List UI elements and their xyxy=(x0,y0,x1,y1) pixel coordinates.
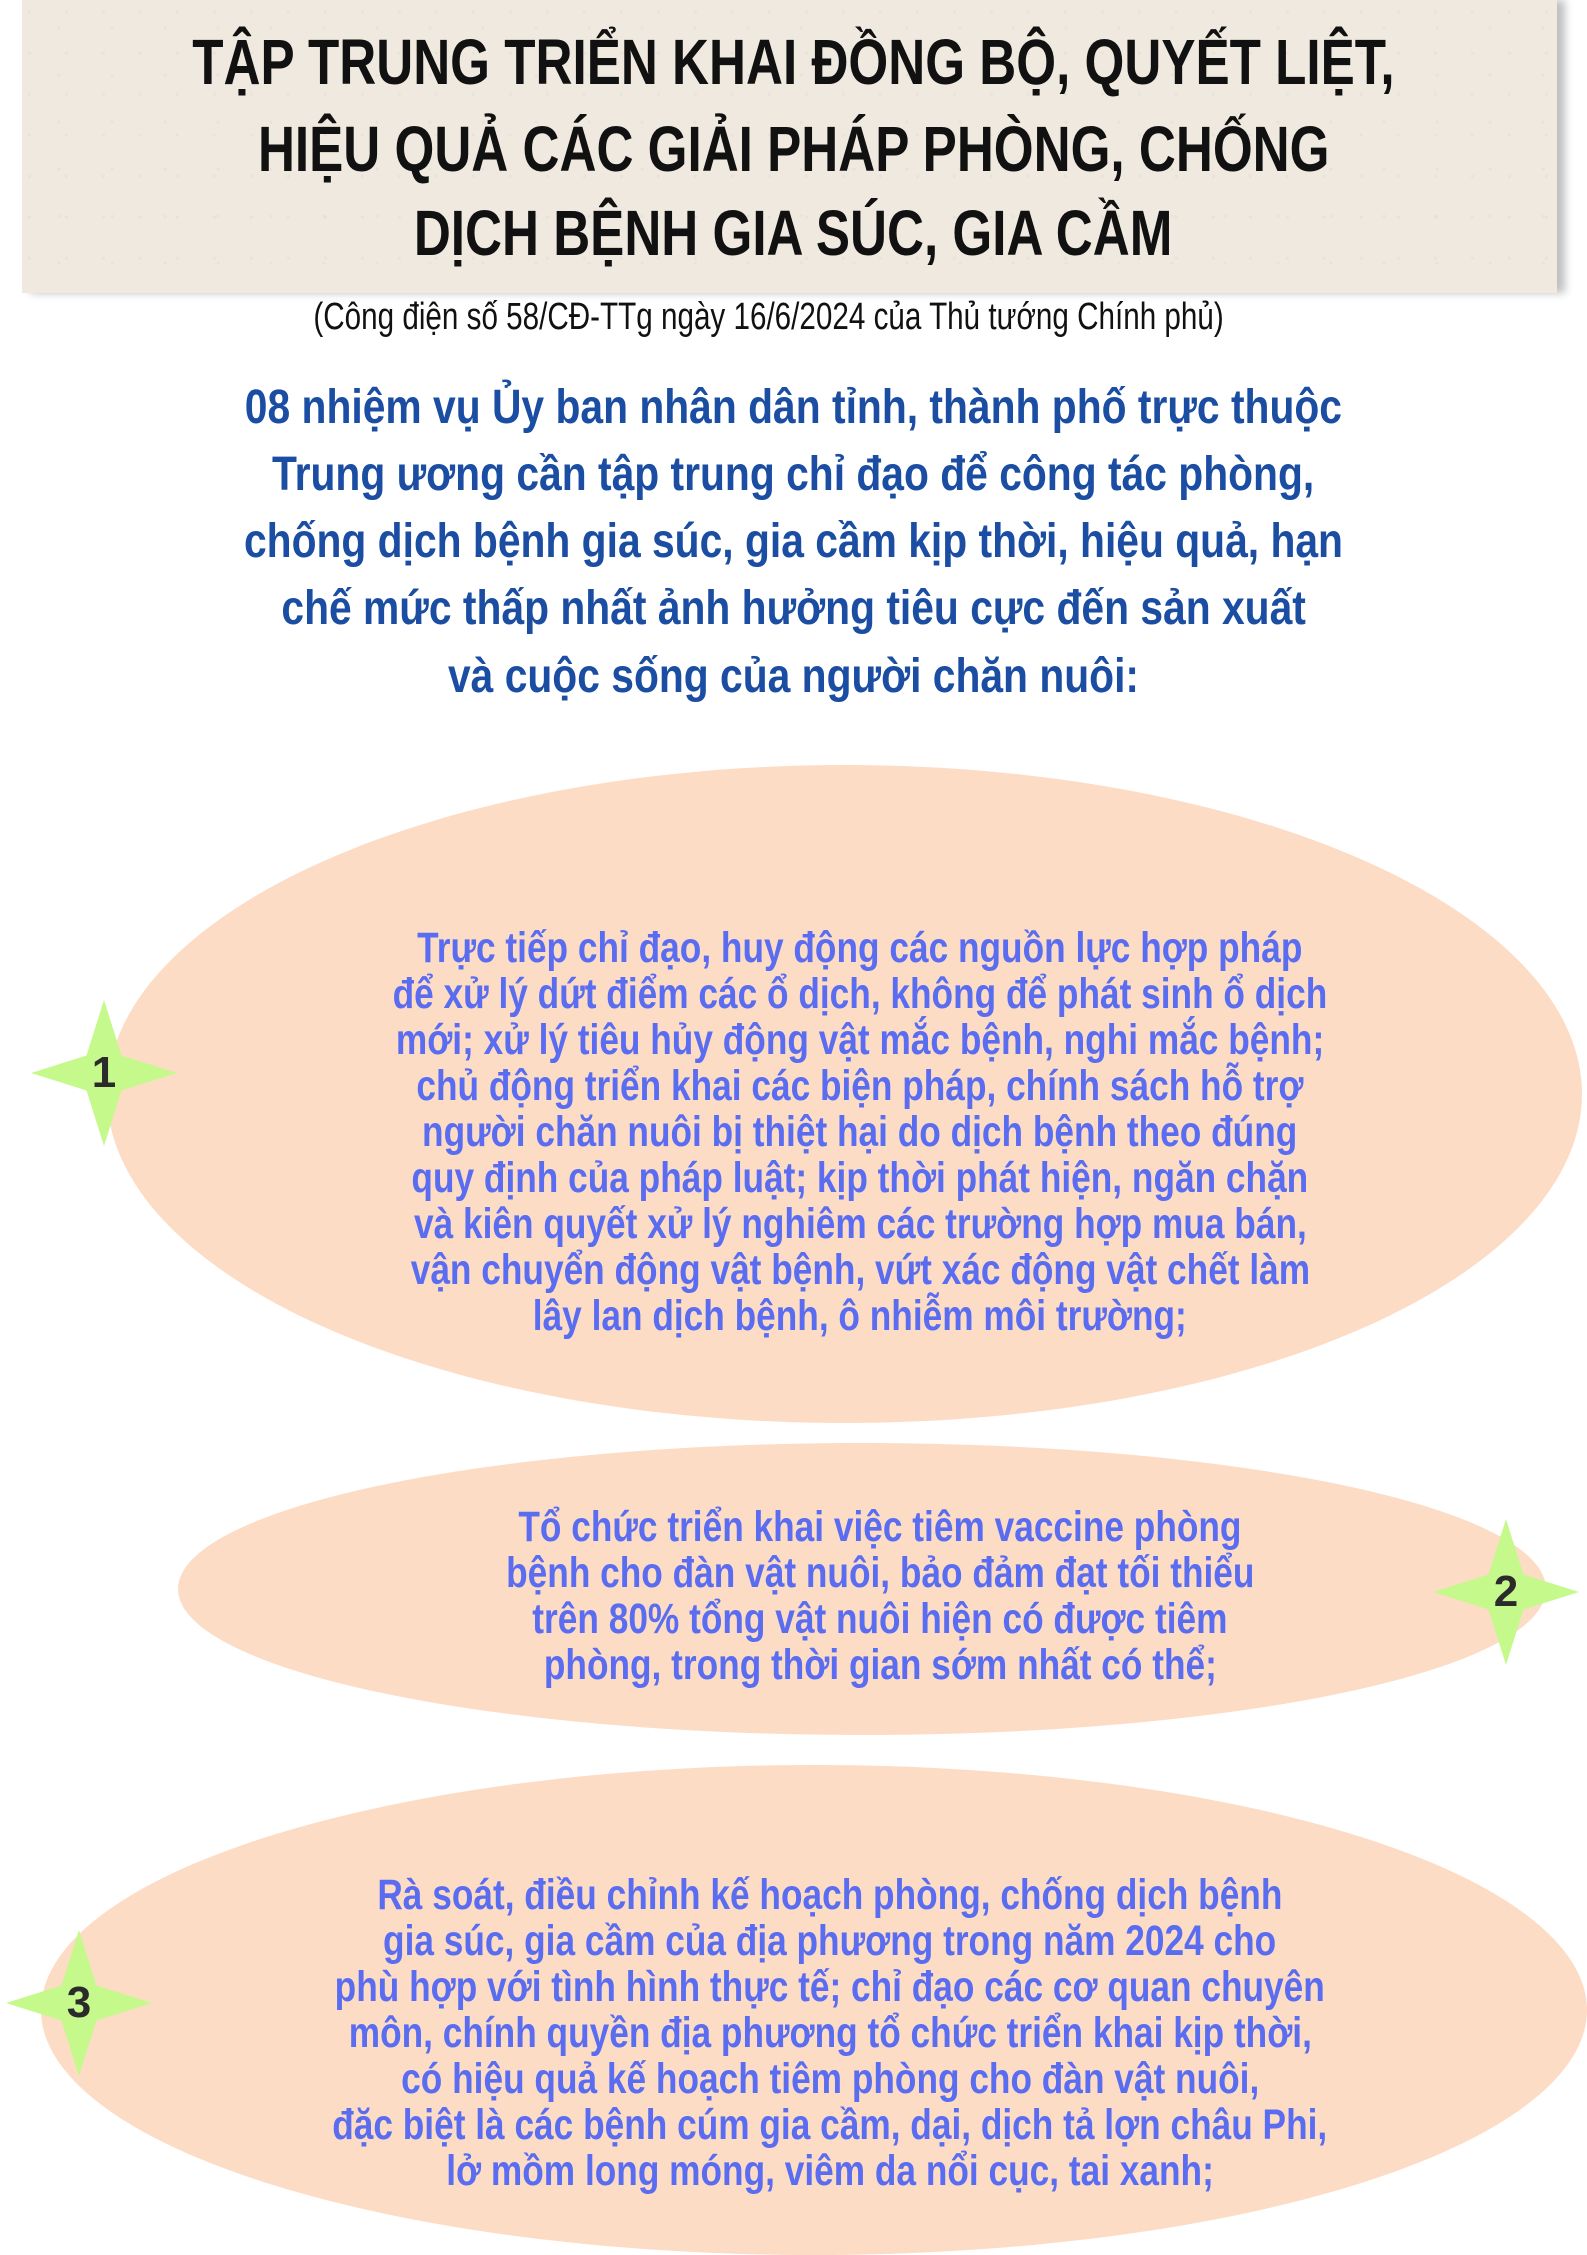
task-line: chủ động triển khai các biện pháp, chính sách hỗ trợ xyxy=(416,1062,1304,1110)
task-number: 3 xyxy=(66,1978,92,2027)
task-line: và kiên quyết xử lý nghiêm các trường hợp mua bán, xyxy=(413,1200,1307,1248)
task-2-text xyxy=(180,1504,1580,1688)
task-line: Tổ chức triển khai việc tiêm vaccine phòng xyxy=(518,1503,1242,1551)
task-line: quy định của pháp luật; kịp thời phát hiện, ngăn chặn xyxy=(411,1154,1309,1202)
title-line: HIỆU QUẢ CÁC GIẢI PHÁP PHÒNG, CHỐNG xyxy=(257,113,1330,185)
task-line: người chăn nuôi bị thiệt hại do dịch bệnh theo đúng xyxy=(422,1108,1298,1156)
task-number: 2 xyxy=(1493,1567,1519,1616)
title-line: DỊCH BỆNH GIA SÚC, GIA CẦM xyxy=(414,197,1173,269)
task-line: môn, chính quyền địa phương tổ chức triển khai kịp thời, xyxy=(348,2009,1312,2057)
task-line: lây lan dịch bệnh, ô nhiễm môi trường; xyxy=(532,1292,1187,1340)
subtitle: (Công điện số 58/CĐ-TTg ngày 16/6/2024 của Thủ tướng Chính phủ) xyxy=(313,296,1224,338)
task-line: để xử lý dứt điểm các ổ dịch, không để phát sinh ổ dịch xyxy=(392,970,1328,1018)
star-badge-2 xyxy=(1432,1519,1580,1665)
intro-line: chống dịch bệnh gia súc, gia cầm kịp thời, hiệu quả, hạn xyxy=(243,515,1343,568)
task-line: gia súc, gia cầm của địa phương trong năm 2024 cho xyxy=(383,1917,1277,1965)
intro-line: chế mức thấp nhất ảnh hưởng tiêu cực đến sản xuất xyxy=(281,582,1306,635)
task-line: Trực tiếp chỉ đạo, huy động các nguồn lực hợp pháp xyxy=(417,924,1303,972)
task-line: Rà soát, điều chỉnh kế hoạch phòng, chống dịch bệnh xyxy=(377,1871,1283,1919)
task-1-text xyxy=(160,925,1560,1339)
task-line: mới; xử lý tiêu hủy động vật mắc bệnh, nghi mắc bệnh; xyxy=(395,1016,1325,1064)
title-line: TẬP TRUNG TRIỂN KHAI ĐỒNG BỘ, QUYẾT LIỆT, xyxy=(192,26,1395,98)
task-3-text xyxy=(130,1872,1530,2194)
task-line: vận chuyển động vật bệnh, vứt xác động vật chết làm xyxy=(410,1246,1310,1294)
task-number: 1 xyxy=(91,1048,117,1097)
intro-line: 08 nhiệm vụ Ủy ban nhân dân tỉnh, thành phố trực thuộc xyxy=(244,381,1343,434)
task-line: bệnh cho đàn vật nuôi, bảo đảm đạt tối thiểu xyxy=(505,1549,1255,1597)
intro-line: và cuộc sống của người chăn nuôi: xyxy=(447,650,1140,703)
star-badge-3 xyxy=(5,1930,153,2076)
task-line: có hiệu quả kế hoạch tiêm phòng cho đàn vật nuôi, xyxy=(400,2055,1260,2103)
task-line: phù hợp với tình hình thực tế; chỉ đạo các cơ quan chuyên xyxy=(334,1963,1326,2011)
star-badge-1 xyxy=(30,1000,178,1146)
task-line: lở mồm long móng, viêm da nổi cục, tai xanh; xyxy=(446,2147,1214,2195)
task-line: phòng, trong thời gian sớm nhất có thể; xyxy=(543,1641,1217,1689)
intro-line: Trung ương cần tập trung chỉ đạo để công tác phòng, xyxy=(272,448,1315,501)
task-line: trên 80% tổng vật nuôi hiện có được tiêm xyxy=(532,1595,1228,1643)
task-line: đặc biệt là các bệnh cúm gia cầm, dại, dịch tả lợn châu Phi, xyxy=(332,2101,1328,2149)
